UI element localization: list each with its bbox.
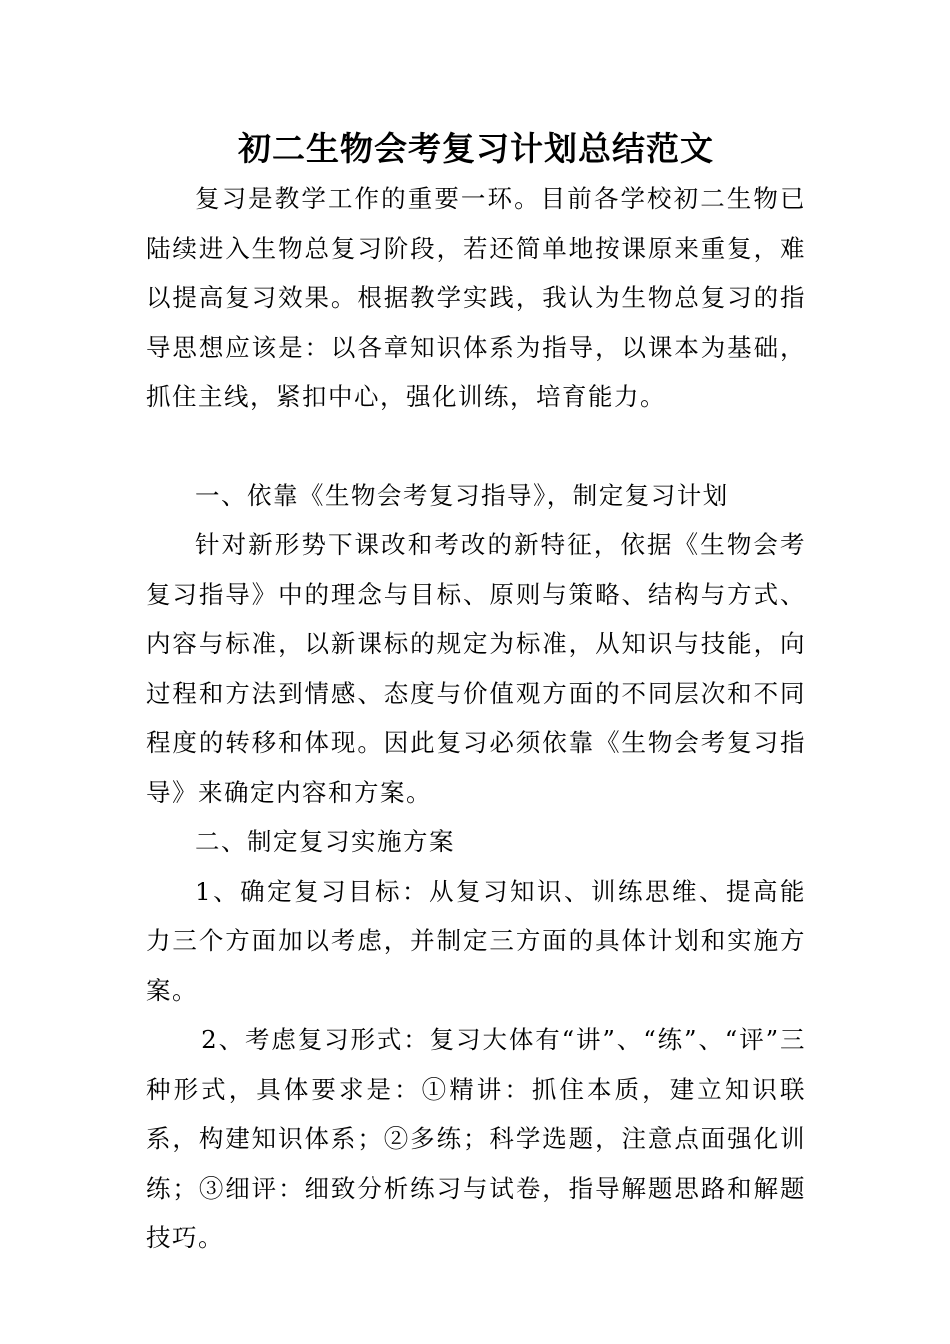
section-1-heading: 一、依靠《生物会考复习指导》，制定复习计划 <box>195 480 729 510</box>
intro-paragraph: 复习是教学工作的重要一环。目前各学校初二生物已陆续进入生物总复习阶段，若还简单地按课原来重复，难以提高复习效果。根据教学实践，我认为生物总复习的指导思想应该是：以各章知识体系为指导，以课本为基础，抓住主线，紧扣中心，强化训练，培育能力。 <box>146 184 806 411</box>
document-title: 初二生物会考复习计划总结范文 <box>238 129 714 168</box>
item-1-paragraph: 1、确定复习目标：从复习知识、训练思维、提高能力三个方面加以考虑，并制定三方面的具体计划和实施方案。 <box>146 876 806 1005</box>
paragraph-spacer <box>146 422 806 471</box>
section-1-paragraph: 针对新形势下课改和考改的新特征，依据《生物会考复习指导》中的理念与目标、原则与策略、结构与方式、内容与标准，以新课标的规定为标准，从知识与技能，向过程和方法到情感、态度与价值观方面的不同层次和不同程度的转移和体现。因此复习必须依靠《生物会考复习指导》来确定内容和方案。 <box>146 530 806 807</box>
item-2-paragraph: 2、考虑复习形式：复习大体有“讲”、“练”、“评”三种形式，具体要求是：①精讲：抓住本质，建立知识联系，构建知识体系；②多练；科学选题，注意点面强化训练；③细评：细致分析练习与试卷，指导解题思路和解题技巧。 <box>146 1025 806 1252</box>
section-2-heading: 二、制定复习实施方案 <box>195 827 455 856</box>
document-page <box>146 124 806 1263</box>
